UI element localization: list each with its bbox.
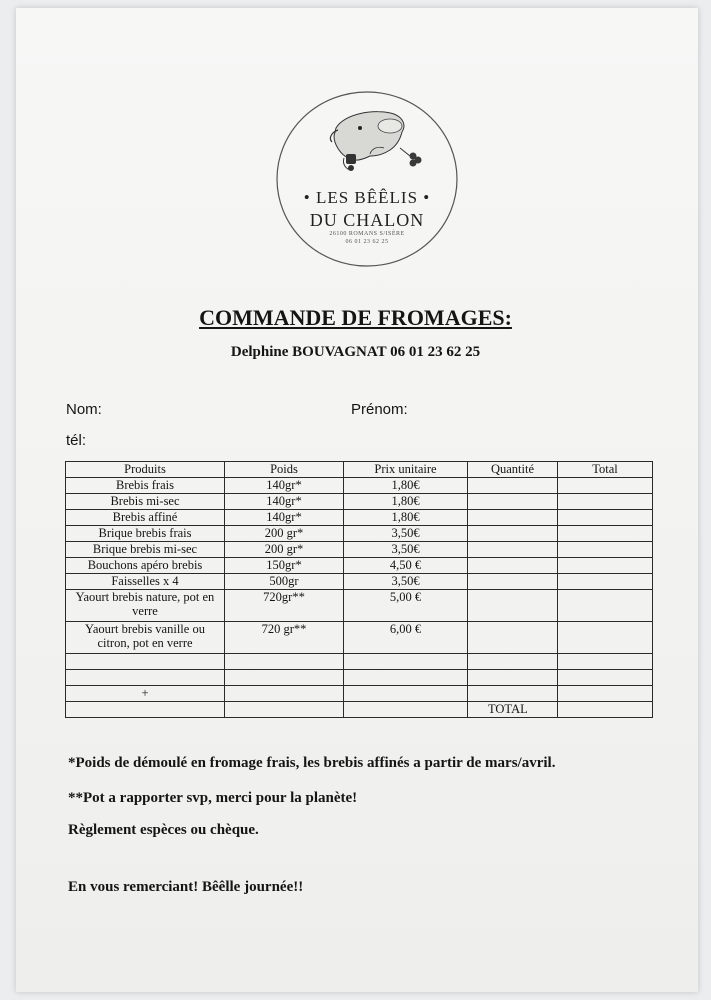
product-price: 3,50€ <box>344 574 468 590</box>
order-table <box>65 461 653 718</box>
page-title: COMMANDE DE FROMAGES: <box>199 305 512 330</box>
product-name: Brique brebis mi-sec <box>66 542 225 558</box>
total-cell[interactable] <box>558 558 653 574</box>
header-total: Total <box>558 462 653 478</box>
product-weight: 720 gr** <box>225 622 344 654</box>
note-jar-return: **Pot a rapporter svp, merci pour la planète! <box>68 790 358 806</box>
table-row <box>66 622 653 654</box>
table-total-row <box>66 702 653 718</box>
blank-cell[interactable] <box>66 654 225 670</box>
note-thanks: En vous remerciant! Bêêlle journée!! <box>68 879 304 895</box>
table-row <box>66 526 653 542</box>
logo-phone: 06 01 23 62 25 <box>345 239 389 245</box>
header-prix: Prix unitaire <box>344 462 468 478</box>
product-price: 3,50€ <box>344 526 468 542</box>
product-weight: 500gr <box>225 574 344 590</box>
table-row-blank <box>66 686 653 702</box>
quantity-cell[interactable] <box>468 558 558 574</box>
table-header-row <box>66 462 653 478</box>
logo-address: 26100 ROMANS S/ISÈRE <box>329 231 405 237</box>
note-payment: Règlement espèces ou chèque. <box>68 822 259 838</box>
total-cell[interactable] <box>558 542 653 558</box>
table-row <box>66 558 653 574</box>
product-price: 1,80€ <box>344 494 468 510</box>
product-price: 4,50 € <box>344 558 468 574</box>
total-cell[interactable] <box>558 478 653 494</box>
header-quantite: Quantité <box>468 462 558 478</box>
quantity-cell[interactable] <box>468 590 558 622</box>
blank-cell[interactable] <box>225 686 344 702</box>
blank-cell[interactable] <box>558 686 653 702</box>
blank-cell[interactable] <box>225 654 344 670</box>
contact-line: Delphine BOUVAGNAT 06 01 23 62 25 <box>230 344 481 360</box>
note-weight: *Poids de démoulé en fromage frais, les brebis affinés a partir de mars/avril. <box>68 755 556 771</box>
table-row-blank <box>66 670 653 686</box>
product-name: Brebis mi-sec <box>66 494 225 510</box>
quantity-cell[interactable] <box>468 510 558 526</box>
product-price: 3,50€ <box>344 542 468 558</box>
product-name: Bouchons apéro brebis <box>66 558 225 574</box>
table-row <box>66 542 653 558</box>
quantity-cell[interactable] <box>468 478 558 494</box>
product-price: 1,80€ <box>344 478 468 494</box>
quantity-cell[interactable] <box>468 526 558 542</box>
blank-cell[interactable] <box>468 654 558 670</box>
blank-cell[interactable] <box>225 670 344 686</box>
total-cell[interactable] <box>558 526 653 542</box>
product-name: Brique brebis frais <box>66 526 225 542</box>
brand-logo <box>274 90 460 268</box>
table-row <box>66 510 653 526</box>
blank-cell[interactable] <box>558 670 653 686</box>
product-weight: 720gr** <box>225 590 344 622</box>
blank-cell[interactable] <box>558 654 653 670</box>
product-price: 1,80€ <box>344 510 468 526</box>
product-name: Yaourt brebis vanille ou citron, pot en verre <box>66 622 225 654</box>
product-price: 5,00 € <box>344 590 468 622</box>
table-row <box>66 478 653 494</box>
total-cell[interactable] <box>558 510 653 526</box>
grand-total-cell[interactable] <box>558 702 653 718</box>
product-name: Faisselles x 4 <box>66 574 225 590</box>
quantity-cell[interactable] <box>468 574 558 590</box>
product-weight: 150gr* <box>225 558 344 574</box>
total-cell[interactable] <box>558 494 653 510</box>
table-row <box>66 494 653 510</box>
quantity-cell[interactable] <box>468 494 558 510</box>
prenom-field-label: Prénom: <box>351 401 408 418</box>
logo-title-line1: • LES BÊÊLIS • <box>303 188 431 207</box>
product-weight: 200 gr* <box>225 542 344 558</box>
product-name: Brebis affiné <box>66 510 225 526</box>
logo-title-line2: DU CHALON <box>309 210 425 230</box>
blank-cell[interactable] <box>344 702 468 718</box>
total-label: TOTAL <box>468 702 558 718</box>
nom-field-label: Nom: <box>66 401 102 418</box>
table-row <box>66 590 653 622</box>
plus-cell: + <box>66 686 225 702</box>
total-cell[interactable] <box>558 622 653 654</box>
blank-cell[interactable] <box>66 702 225 718</box>
table-row <box>66 574 653 590</box>
header-poids: Poids <box>225 462 344 478</box>
blank-cell[interactable] <box>225 702 344 718</box>
blank-cell[interactable] <box>344 686 468 702</box>
blank-cell[interactable] <box>344 654 468 670</box>
product-weight: 140gr* <box>225 494 344 510</box>
quantity-cell[interactable] <box>468 622 558 654</box>
total-cell[interactable] <box>558 574 653 590</box>
blank-cell[interactable] <box>344 670 468 686</box>
header-produits: Produits <box>66 462 225 478</box>
table-row-blank <box>66 654 653 670</box>
blank-cell[interactable] <box>468 686 558 702</box>
total-cell[interactable] <box>558 590 653 622</box>
product-weight: 140gr* <box>225 510 344 526</box>
product-weight: 140gr* <box>225 478 344 494</box>
quantity-cell[interactable] <box>468 542 558 558</box>
tel-field-label: tél: <box>66 432 87 449</box>
product-name: Yaourt brebis nature, pot en verre <box>66 590 225 622</box>
product-price: 6,00 € <box>344 622 468 654</box>
product-name: Brebis frais <box>66 478 225 494</box>
blank-cell[interactable] <box>468 670 558 686</box>
blank-cell[interactable] <box>66 670 225 686</box>
product-weight: 200 gr* <box>225 526 344 542</box>
